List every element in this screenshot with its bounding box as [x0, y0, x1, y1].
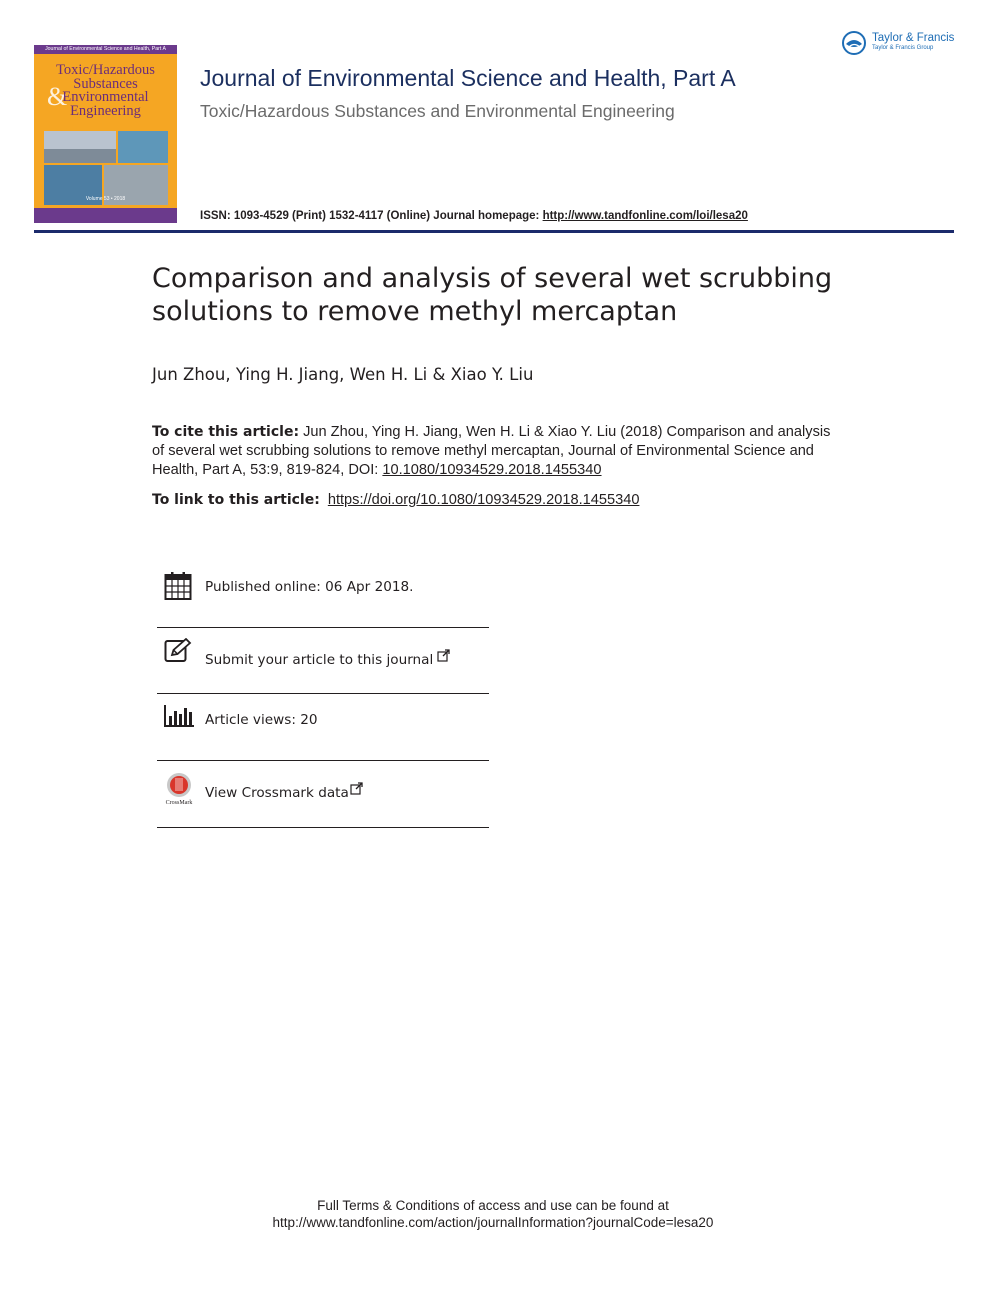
cover-volume: Volume 53 • 2018	[85, 196, 126, 202]
footer-terms-text: Full Terms & Conditions of access and use can be found at	[317, 1198, 669, 1213]
citation-block	[152, 423, 842, 480]
journal-subtitle: Toxic/Hazardous Substances and Environmental Engineering	[200, 101, 675, 121]
info-divider	[157, 627, 489, 628]
crossmark-logo-text: CrossMark	[165, 800, 193, 806]
cover-title: Toxic/Hazardous Substances Environmental Engineering	[56, 62, 155, 119]
footer-terms-link[interactable]: http://www.tandfonline.com/action/journalInformation?journalCode=lesa20	[272, 1215, 714, 1230]
crossmark-link[interactable]	[205, 782, 363, 801]
cover-photos	[44, 131, 168, 205]
info-divider	[157, 693, 489, 694]
published-online-label: Published online: 06 Apr 2018.	[205, 579, 414, 595]
cite-text: Jun Zhou, Ying H. Jiang, Wen H. Li & Xiao Y. Liu (2018) Comparison and analysis of several wet scrubbing solutions to remove methyl mercaptan, Journal of Environmental Science and Health, Part A, 53:9, 819-824, DOI:	[152, 424, 831, 478]
published-online-item	[157, 571, 489, 603]
journal-cover-image	[34, 30, 177, 223]
link-label: To link to this article:	[152, 492, 320, 508]
publisher-group: Taylor & Francis Group	[872, 45, 934, 51]
article-authors: Jun Zhou, Ying H. Jiang, Wen H. Li & Xiao Y. Liu	[152, 365, 534, 384]
article-views-item	[157, 705, 489, 735]
article-doi-link[interactable]: https://doi.org/10.1080/10934529.2018.1455340	[327, 492, 640, 508]
crossmark-label: View Crossmark data	[205, 785, 349, 801]
header-divider	[34, 230, 954, 233]
cover-band-text: Journal of Environmental Science and Health, Part A	[34, 45, 177, 54]
footer	[0, 1197, 986, 1231]
bar-chart-icon	[164, 705, 194, 727]
cite-doi-link[interactable]: 10.1080/10934529.2018.1455340	[382, 462, 602, 478]
article-views-label: Article views: 20	[205, 712, 318, 728]
info-divider	[157, 760, 489, 761]
cover-ampersand: &	[47, 82, 68, 111]
issn-text: ISSN: 1093-4529 (Print) 1532-4117 (Online) Journal homepage:	[200, 210, 543, 222]
submit-article-item[interactable]	[157, 638, 489, 672]
article-title: Comparison and analysis of several wet scrubbing solutions to remove methyl mercaptan	[152, 263, 833, 327]
external-link-icon	[350, 782, 363, 795]
submit-article-label: Submit your article to this journal	[205, 652, 434, 668]
edit-icon	[164, 638, 192, 664]
info-divider	[157, 827, 489, 828]
issn-line	[200, 210, 748, 222]
journal-title[interactable]: Journal of Environmental Science and Health, Part A	[200, 65, 736, 91]
journal-homepage-link[interactable]: http://www.tandfonline.com/loi/lesa20	[542, 210, 748, 222]
publisher-name: Taylor & Francis	[872, 32, 955, 44]
crossmark-item[interactable]	[157, 772, 489, 806]
external-link-icon	[437, 649, 450, 662]
crossmark-logo-icon	[164, 772, 194, 806]
submit-article-link[interactable]	[205, 649, 450, 668]
cite-label: To cite this article:	[152, 424, 300, 440]
article-link-block	[152, 492, 639, 508]
calendar-icon	[164, 571, 192, 601]
